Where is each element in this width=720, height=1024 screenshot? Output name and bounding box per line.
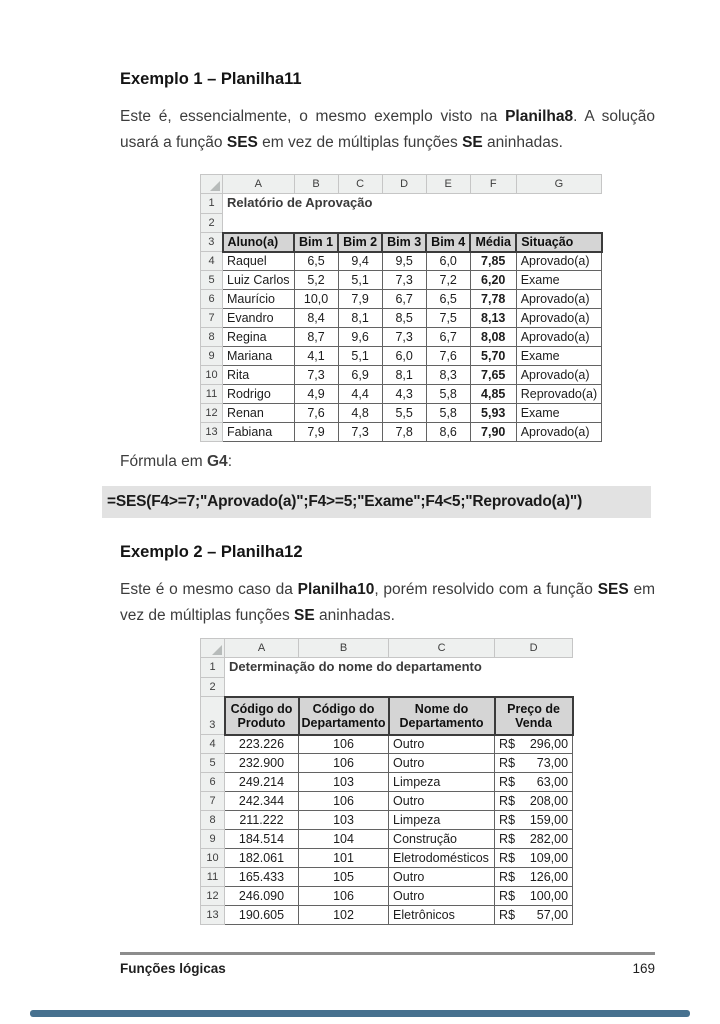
data-cell: Aprovado(a) (516, 309, 601, 328)
price-cell: R$ 208,00 (495, 792, 573, 811)
data-cell: 5,1 (338, 347, 382, 366)
data-cell: 8,7 (294, 328, 338, 347)
row-number: 3 (201, 233, 223, 252)
data-cell: Outro (389, 792, 495, 811)
data-cell: Exame (516, 271, 601, 290)
data-cell: 8,08 (470, 328, 516, 347)
example1-heading: Exemplo 1 – Planilha11 (120, 70, 302, 88)
price-cell: R$ 282,00 (495, 830, 573, 849)
data-cell: 5,5 (382, 404, 426, 423)
data-cell: 106 (299, 887, 389, 906)
column-letter: D (495, 639, 573, 658)
row-number: 12 (201, 887, 225, 906)
data-cell: Outro (389, 887, 495, 906)
row-number: 10 (201, 366, 223, 385)
example2-heading: Exemplo 2 – Planilha12 (120, 543, 303, 561)
data-cell: 7,65 (470, 366, 516, 385)
sheet-relatorio-aprovacao (200, 174, 603, 442)
data-cell: 7,6 (294, 404, 338, 423)
row-number: 7 (201, 309, 223, 328)
row-number: 1 (201, 194, 223, 214)
data-cell: Renan (223, 404, 295, 423)
spreadsheet-relatorio-aprovacao (200, 174, 603, 442)
example1-paragraph: Este é, essencialmente, o mesmo exemplo visto na Planilha8. A solução usará a função SES em vez de múltiplas funções SE aninhadas. (120, 108, 655, 151)
data-cell: 101 (299, 849, 389, 868)
data-cell: 4,1 (294, 347, 338, 366)
data-cell: Aprovado(a) (516, 290, 601, 309)
data-cell: Rita (223, 366, 295, 385)
header-cell: Bim 3 (382, 233, 426, 252)
data-cell: 7,5 (426, 309, 470, 328)
data-cell: 5,70 (470, 347, 516, 366)
price-cell: R$ 73,00 (495, 754, 573, 773)
footer-section-title: Funções lógicas (120, 961, 226, 976)
data-cell: 7,90 (470, 423, 516, 442)
column-letter: A (225, 639, 299, 658)
data-cell: 103 (299, 811, 389, 830)
column-letter: B (299, 639, 389, 658)
data-cell: 103 (299, 773, 389, 792)
data-cell: Aprovado(a) (516, 252, 601, 271)
select-all-corner (201, 175, 223, 194)
price-cell: R$ 109,00 (495, 849, 573, 868)
header-cell: Bim 1 (294, 233, 338, 252)
data-cell: 190.605 (225, 906, 299, 925)
column-letter: B (294, 175, 338, 194)
row-number: 11 (201, 868, 225, 887)
data-cell: 211.222 (225, 811, 299, 830)
select-all-corner (201, 639, 225, 658)
data-cell: 8,5 (382, 309, 426, 328)
row-number: 2 (201, 214, 223, 233)
column-letter: C (389, 639, 495, 658)
data-cell: 184.514 (225, 830, 299, 849)
data-cell: 8,4 (294, 309, 338, 328)
column-letter: C (338, 175, 382, 194)
data-cell: 5,93 (470, 404, 516, 423)
bottom-accent-bar (30, 1010, 690, 1017)
footer-page-number: 169 (632, 961, 655, 976)
data-cell: 8,1 (382, 366, 426, 385)
data-cell: 6,9 (338, 366, 382, 385)
data-cell: 7,3 (382, 271, 426, 290)
data-cell: Mariana (223, 347, 295, 366)
row-number: 12 (201, 404, 223, 423)
header-cell: Nome do Departamento (389, 697, 495, 735)
row-number: 7 (201, 792, 225, 811)
data-cell: 4,4 (338, 385, 382, 404)
data-cell: 10,0 (294, 290, 338, 309)
data-cell: 6,7 (382, 290, 426, 309)
price-cell: R$ 159,00 (495, 811, 573, 830)
empty-cell (225, 678, 573, 697)
data-cell: Aprovado(a) (516, 328, 601, 347)
data-cell: 5,2 (294, 271, 338, 290)
data-cell: 5,8 (426, 385, 470, 404)
price-cell: R$ 126,00 (495, 868, 573, 887)
formula-code: =SES(F4>=7;"Aprovado(a)";F4>=5;"Exame";F4<5;"Reprovado(a)") (102, 486, 651, 518)
data-cell: Outro (389, 754, 495, 773)
column-letter: G (516, 175, 601, 194)
data-cell: 104 (299, 830, 389, 849)
data-cell: 102 (299, 906, 389, 925)
price-cell: R$ 63,00 (495, 773, 573, 792)
row-number: 4 (201, 735, 225, 754)
data-cell: 7,6 (426, 347, 470, 366)
data-cell: 232.900 (225, 754, 299, 773)
row-number: 4 (201, 252, 223, 271)
row-number: 2 (201, 678, 225, 697)
data-cell: 9,5 (382, 252, 426, 271)
data-cell: 6,5 (426, 290, 470, 309)
spreadsheet-departamentos (200, 638, 574, 925)
data-cell: 9,4 (338, 252, 382, 271)
data-cell: 6,0 (382, 347, 426, 366)
header-cell: Aluno(a) (223, 233, 295, 252)
data-cell: 7,9 (294, 423, 338, 442)
data-cell: 105 (299, 868, 389, 887)
header-cell: Código do Departamento (299, 697, 389, 735)
data-cell: 7,3 (338, 423, 382, 442)
data-cell: 246.090 (225, 887, 299, 906)
data-cell: 7,3 (382, 328, 426, 347)
row-number: 10 (201, 849, 225, 868)
data-cell: 8,3 (426, 366, 470, 385)
header-cell: Situação (516, 233, 601, 252)
data-cell: 4,9 (294, 385, 338, 404)
data-cell: 182.061 (225, 849, 299, 868)
row-number: 9 (201, 830, 225, 849)
row-number: 3 (201, 697, 225, 735)
data-cell: Regina (223, 328, 295, 347)
price-cell: R$ 57,00 (495, 906, 573, 925)
data-cell: Limpeza (389, 773, 495, 792)
footer (120, 961, 655, 976)
data-cell: 7,3 (294, 366, 338, 385)
formula-label: Fórmula em G4: (120, 453, 232, 470)
data-cell: 7,78 (470, 290, 516, 309)
row-number: 6 (201, 773, 225, 792)
data-cell: Luiz Carlos (223, 271, 295, 290)
row-number: 13 (201, 906, 225, 925)
row-number: 5 (201, 754, 225, 773)
data-cell: 4,8 (338, 404, 382, 423)
data-cell: Exame (516, 347, 601, 366)
row-number: 1 (201, 658, 225, 678)
footer-rule (120, 952, 655, 955)
data-cell: Aprovado(a) (516, 423, 601, 442)
row-number: 8 (201, 328, 223, 347)
price-cell: R$ 296,00 (495, 735, 573, 754)
header-cell: Bim 4 (426, 233, 470, 252)
sheet-title-cell: Determinação do nome do departamento (225, 658, 573, 678)
data-cell: 106 (299, 792, 389, 811)
data-cell: 4,85 (470, 385, 516, 404)
sheet-title-cell: Relatório de Aprovação (223, 194, 602, 214)
row-number: 11 (201, 385, 223, 404)
data-cell: 8,6 (426, 423, 470, 442)
data-cell: 249.214 (225, 773, 299, 792)
data-cell: 9,6 (338, 328, 382, 347)
data-cell: 7,9 (338, 290, 382, 309)
data-cell: 165.433 (225, 868, 299, 887)
data-cell: Evandro (223, 309, 295, 328)
data-cell: Outro (389, 735, 495, 754)
data-cell: 223.226 (225, 735, 299, 754)
data-cell: Construção (389, 830, 495, 849)
data-cell: Limpeza (389, 811, 495, 830)
price-cell: R$ 100,00 (495, 887, 573, 906)
data-cell: Exame (516, 404, 601, 423)
column-letter: A (223, 175, 295, 194)
data-cell: Outro (389, 868, 495, 887)
data-cell: 106 (299, 754, 389, 773)
data-cell: Rodrigo (223, 385, 295, 404)
row-number: 8 (201, 811, 225, 830)
row-number: 5 (201, 271, 223, 290)
data-cell: 7,2 (426, 271, 470, 290)
header-cell: Bim 2 (338, 233, 382, 252)
column-letter: D (382, 175, 426, 194)
header-cell: Preço de Venda (495, 697, 573, 735)
example2-paragraph: Este é o mesmo caso da Planilha10, porém resolvido com a função SES em vez de múltiplas funções SE aninhadas. (120, 581, 656, 624)
data-cell: 5,1 (338, 271, 382, 290)
data-cell: 8,1 (338, 309, 382, 328)
row-number: 13 (201, 423, 223, 442)
data-cell: 6,7 (426, 328, 470, 347)
data-cell: Eletrodomésticos (389, 849, 495, 868)
data-cell: Aprovado(a) (516, 366, 601, 385)
row-number: 6 (201, 290, 223, 309)
data-cell: Fabiana (223, 423, 295, 442)
data-cell: 8,13 (470, 309, 516, 328)
data-cell: 4,3 (382, 385, 426, 404)
column-letter: F (470, 175, 516, 194)
data-cell: Reprovado(a) (516, 385, 601, 404)
data-cell: 7,85 (470, 252, 516, 271)
data-cell: 106 (299, 735, 389, 754)
header-cell: Média (470, 233, 516, 252)
header-cell: Código do Produto (225, 697, 299, 735)
row-number: 9 (201, 347, 223, 366)
sheet-departamentos (200, 638, 574, 925)
data-cell: 242.344 (225, 792, 299, 811)
empty-cell (223, 214, 602, 233)
data-cell: 6,0 (426, 252, 470, 271)
data-cell: 6,20 (470, 271, 516, 290)
data-cell: 5,8 (426, 404, 470, 423)
data-cell: Maurício (223, 290, 295, 309)
column-letter: E (426, 175, 470, 194)
data-cell: Raquel (223, 252, 295, 271)
data-cell: Eletrônicos (389, 906, 495, 925)
data-cell: 7,8 (382, 423, 426, 442)
data-cell: 6,5 (294, 252, 338, 271)
